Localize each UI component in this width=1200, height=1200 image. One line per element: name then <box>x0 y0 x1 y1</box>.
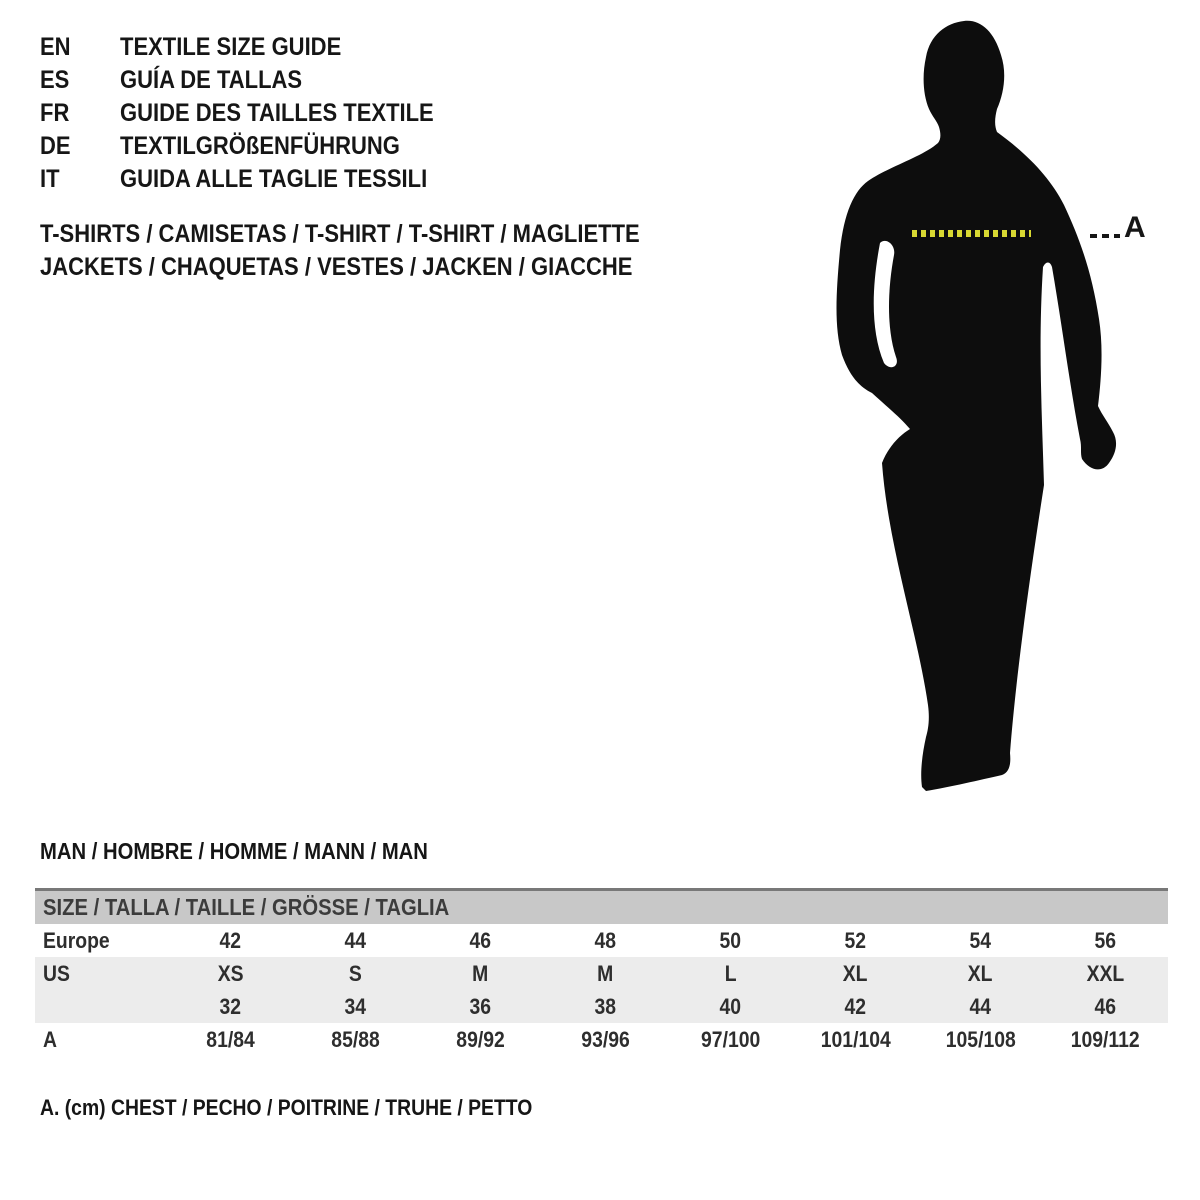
man-silhouette <box>830 15 1130 795</box>
category-line-tshirts: T-SHIRTS / CAMISETAS / T-SHIRT / T-SHIRT / MAGLIETTE <box>40 220 640 248</box>
size-cell: 32 <box>219 994 242 1019</box>
size-cell: 44 <box>969 994 992 1019</box>
size-cell: 38 <box>594 994 617 1019</box>
size-cell: 36 <box>469 994 492 1019</box>
size-cell: XXL <box>1086 961 1125 986</box>
size-table-header: SIZE / TALLA / TAILLE / GRÖSSE / TAGLIA <box>43 894 450 920</box>
language-row <box>40 97 477 130</box>
size-cell: XS <box>217 961 244 986</box>
category-lines <box>40 218 721 284</box>
language-label: GUÍA DE TALLAS <box>120 66 303 94</box>
size-cell: 40 <box>719 994 742 1019</box>
size-cell: 42 <box>844 994 867 1019</box>
language-label: GUIDA ALLE TAGLIE TESSILI <box>120 165 428 193</box>
size-cell: XL <box>843 961 868 986</box>
size-cell: 48 <box>594 928 617 953</box>
man-silhouette-graphic <box>830 15 1130 795</box>
language-label: TEXTILE SIZE GUIDE <box>120 33 342 61</box>
language-label: GUIDE DES TAILLES TEXTILE <box>120 99 434 127</box>
row-label: Europe <box>43 928 110 953</box>
category-line-jackets: JACKETS / CHAQUETAS / VESTES / JACKEN / GIACCHE <box>40 253 633 281</box>
size-cell: 109/112 <box>1071 1027 1140 1052</box>
size-cell: 50 <box>719 928 742 953</box>
size-cell: 34 <box>344 994 367 1019</box>
language-row <box>40 163 477 196</box>
size-cell: 56 <box>1094 928 1117 953</box>
size-cell: 46 <box>1094 994 1117 1019</box>
language-row <box>40 31 477 64</box>
size-cell: L <box>724 961 737 986</box>
language-code: IT <box>40 165 60 193</box>
size-cell: 52 <box>844 928 867 953</box>
language-list <box>40 31 477 196</box>
language-code: FR <box>40 99 70 127</box>
size-cell: 42 <box>219 928 242 953</box>
measure-leader-dashes <box>1090 234 1120 238</box>
language-code: DE <box>40 132 71 160</box>
size-cell: 54 <box>969 928 992 953</box>
size-cell: 105/108 <box>945 1027 1016 1052</box>
size-cell: M <box>597 961 614 986</box>
language-row <box>40 130 477 163</box>
chest-measure-dotted-line <box>912 230 1031 237</box>
table-row-us <box>35 957 1168 990</box>
row-label: US <box>43 961 70 986</box>
table-row-chest <box>35 1023 1168 1056</box>
size-cell: S <box>349 961 362 986</box>
table-row-numeric <box>35 990 1168 1023</box>
size-cell: 93/96 <box>581 1027 630 1052</box>
language-code: ES <box>40 66 70 94</box>
size-cell: 85/88 <box>331 1027 380 1052</box>
row-label: A <box>43 1027 57 1052</box>
language-row <box>40 64 477 97</box>
size-cell: M <box>472 961 489 986</box>
size-cell: 46 <box>469 928 492 953</box>
language-code: EN <box>40 33 71 61</box>
section-title-man: MAN / HOMBRE / HOMME / MANN / MAN <box>40 838 428 864</box>
size-cell: 89/92 <box>456 1027 505 1052</box>
size-table <box>35 888 1168 1056</box>
size-cell: 101/104 <box>820 1027 891 1052</box>
size-cell: 81/84 <box>206 1027 255 1052</box>
size-cell: 44 <box>344 928 367 953</box>
table-row-europe <box>35 924 1168 957</box>
footnote-chest-legend: A. (cm) CHEST / PECHO / POITRINE / TRUHE / PETTO <box>40 1095 533 1120</box>
measure-label-a: A <box>1124 211 1146 244</box>
size-cell: XL <box>968 961 993 986</box>
size-cell: 97/100 <box>700 1027 761 1052</box>
language-label: TEXTILGRÖßENFÜHRUNG <box>120 132 400 160</box>
